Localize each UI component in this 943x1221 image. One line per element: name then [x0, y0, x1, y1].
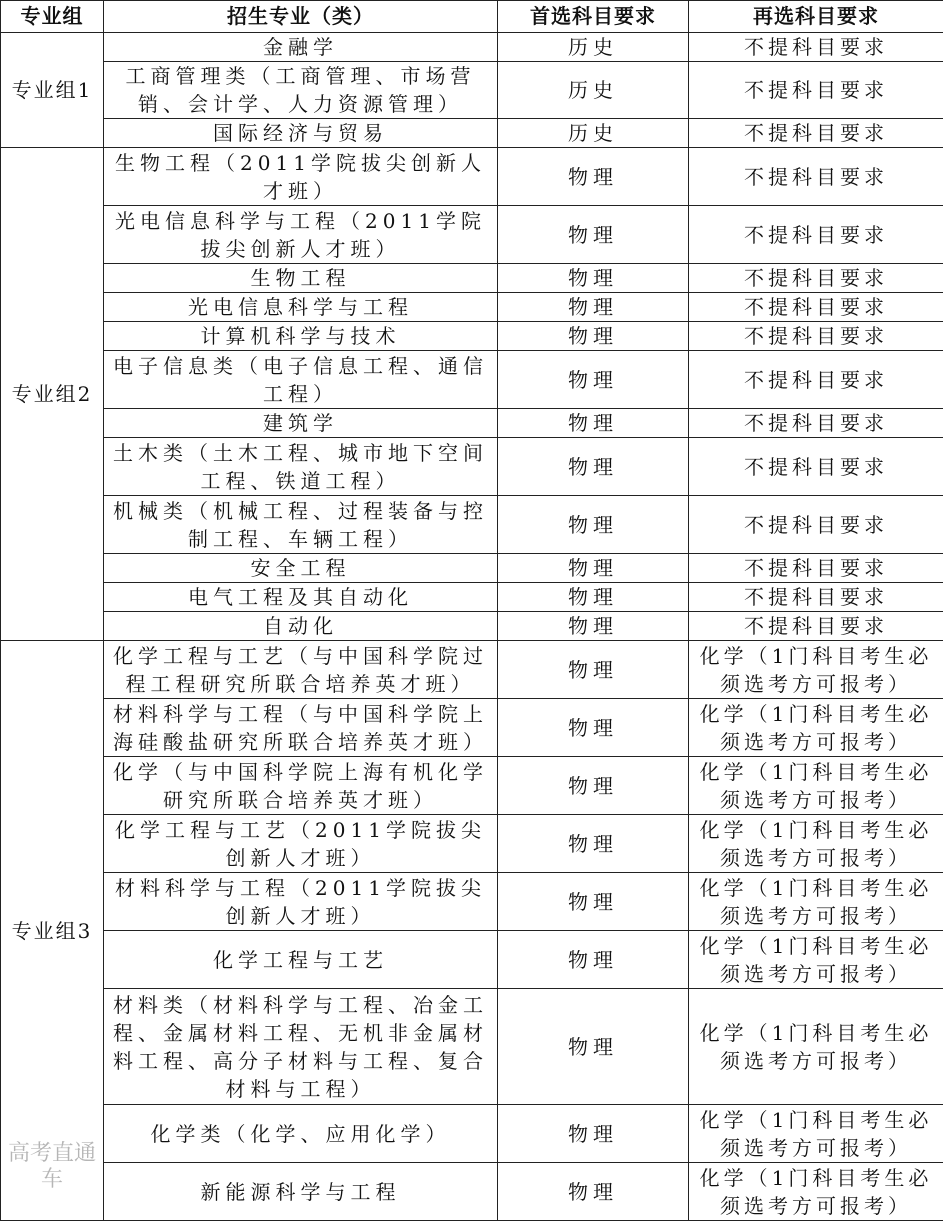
table-row: [1, 612, 943, 641]
major-cell: 化学工程与工艺: [104, 931, 498, 989]
group-cell: 专业组1: [1, 33, 104, 148]
major-cell: 土木类（土木工程、城市地下空间工程、铁道工程）: [104, 438, 498, 496]
major-cell: 材料科学与工程（与中国科学院上海硅酸盐研究所联合培养英才班）: [104, 699, 498, 757]
table-row: [1, 641, 943, 699]
major-cell: 安全工程: [104, 554, 498, 583]
second-subject-cell: 不提科目要求: [689, 496, 943, 554]
major-cell: 工商管理类（工商管理、市场营销、会计学、人力资源管理）: [104, 62, 498, 119]
header-row: [1, 1, 943, 33]
first-subject-cell: 物理: [498, 409, 689, 438]
table-row: [1, 62, 943, 119]
table-row: [1, 873, 943, 931]
first-subject-cell: 物理: [498, 148, 689, 206]
table-row: [1, 438, 943, 496]
table-row: [1, 554, 943, 583]
second-subject-cell: 不提科目要求: [689, 409, 943, 438]
table-row: [1, 264, 943, 293]
second-subject-cell: 化学（1门科目考生必须选考方可报考）: [689, 931, 943, 989]
major-cell: 生物工程: [104, 264, 498, 293]
second-subject-cell: 不提科目要求: [689, 438, 943, 496]
second-subject-cell: 不提科目要求: [689, 62, 943, 119]
second-subject-cell: 不提科目要求: [689, 119, 943, 148]
table-row: [1, 119, 943, 148]
major-cell: 化学（与中国科学院上海有机化学研究所联合培养英才班）: [104, 757, 498, 815]
second-subject-cell: 不提科目要求: [689, 148, 943, 206]
first-subject-cell: 物理: [498, 496, 689, 554]
first-subject-cell: 物理: [498, 554, 689, 583]
table-row: [1, 1163, 943, 1221]
watermark: 高考直通车: [4, 1140, 100, 1192]
first-subject-cell: 物理: [498, 206, 689, 264]
table-row: [1, 989, 943, 1105]
table-row: [1, 931, 943, 989]
table-row: [1, 757, 943, 815]
table-row: [1, 148, 943, 206]
second-subject-cell: 化学（1门科目考生必须选考方可报考）: [689, 699, 943, 757]
major-cell: 化学工程与工艺（与中国科学院过程工程研究所联合培养英才班）: [104, 641, 498, 699]
group-cell: 专业组3: [1, 641, 104, 1221]
second-subject-cell: 不提科目要求: [689, 264, 943, 293]
first-subject-cell: 物理: [498, 989, 689, 1105]
second-subject-cell: 化学（1门科目考生必须选考方可报考）: [689, 989, 943, 1105]
second-subject-cell: 化学（1门科目考生必须选考方可报考）: [689, 757, 943, 815]
header-second-subject: 再选科目要求: [689, 1, 943, 33]
table-row: [1, 815, 943, 873]
second-subject-cell: 不提科目要求: [689, 351, 943, 409]
major-cell: 建筑学: [104, 409, 498, 438]
major-cell: 新能源科学与工程: [104, 1163, 498, 1221]
group-cell: 专业组2: [1, 148, 104, 641]
table-row: [1, 699, 943, 757]
table-row: [1, 293, 943, 322]
second-subject-cell: 不提科目要求: [689, 206, 943, 264]
second-subject-cell: 化学（1门科目考生必须选考方可报考）: [689, 1105, 943, 1163]
major-cell: 光电信息科学与工程（2011学院拔尖创新人才班）: [104, 206, 498, 264]
first-subject-cell: 物理: [498, 264, 689, 293]
major-cell: 自动化: [104, 612, 498, 641]
first-subject-cell: 物理: [498, 322, 689, 351]
first-subject-cell: 物理: [498, 438, 689, 496]
second-subject-cell: 不提科目要求: [689, 583, 943, 612]
second-subject-cell: 不提科目要求: [689, 293, 943, 322]
table-row: [1, 409, 943, 438]
major-cell: 材料类（材料科学与工程、冶金工程、金属材料工程、无机非金属材料工程、高分子材料与工程、复合材料与工程）: [104, 989, 498, 1105]
header-major: 招生专业（类）: [104, 1, 498, 33]
second-subject-cell: 不提科目要求: [689, 33, 943, 62]
second-subject-cell: 化学（1门科目考生必须选考方可报考）: [689, 815, 943, 873]
major-cell: 电子信息类（电子信息工程、通信工程）: [104, 351, 498, 409]
table-row: [1, 351, 943, 409]
major-cell: 生物工程（2011学院拔尖创新人才班）: [104, 148, 498, 206]
second-subject-cell: 不提科目要求: [689, 612, 943, 641]
first-subject-cell: 物理: [498, 931, 689, 989]
major-cell: 计算机科学与技术: [104, 322, 498, 351]
first-subject-cell: 历史: [498, 33, 689, 62]
table-row: [1, 206, 943, 264]
major-cell: 机械类（机械工程、过程装备与控制工程、车辆工程）: [104, 496, 498, 554]
major-cell: 材料科学与工程（2011学院拔尖创新人才班）: [104, 873, 498, 931]
major-cell: 化学类（化学、应用化学）: [104, 1105, 498, 1163]
second-subject-cell: 化学（1门科目考生必须选考方可报考）: [689, 1163, 943, 1221]
first-subject-cell: 物理: [498, 699, 689, 757]
table-row: [1, 322, 943, 351]
major-cell: 化学工程与工艺（2011学院拔尖创新人才班）: [104, 815, 498, 873]
first-subject-cell: 物理: [498, 612, 689, 641]
second-subject-cell: 化学（1门科目考生必须选考方可报考）: [689, 641, 943, 699]
major-cell: 金融学: [104, 33, 498, 62]
first-subject-cell: 物理: [498, 293, 689, 322]
table-row: [1, 33, 943, 62]
major-cell: 光电信息科学与工程: [104, 293, 498, 322]
first-subject-cell: 物理: [498, 583, 689, 612]
first-subject-cell: 历史: [498, 119, 689, 148]
second-subject-cell: 不提科目要求: [689, 554, 943, 583]
first-subject-cell: 物理: [498, 815, 689, 873]
table-row: [1, 583, 943, 612]
first-subject-cell: 物理: [498, 641, 689, 699]
table-row: [1, 496, 943, 554]
major-cell: 电气工程及其自动化: [104, 583, 498, 612]
table-row: [1, 1105, 943, 1163]
first-subject-cell: 物理: [498, 757, 689, 815]
first-subject-cell: 历史: [498, 62, 689, 119]
header-group: 专业组: [1, 1, 104, 33]
header-first-subject: 首选科目要求: [498, 1, 689, 33]
first-subject-cell: 物理: [498, 873, 689, 931]
first-subject-cell: 物理: [498, 1105, 689, 1163]
first-subject-cell: 物理: [498, 351, 689, 409]
second-subject-cell: 不提科目要求: [689, 322, 943, 351]
major-cell: 国际经济与贸易: [104, 119, 498, 148]
second-subject-cell: 化学（1门科目考生必须选考方可报考）: [689, 873, 943, 931]
first-subject-cell: 物理: [498, 1163, 689, 1221]
